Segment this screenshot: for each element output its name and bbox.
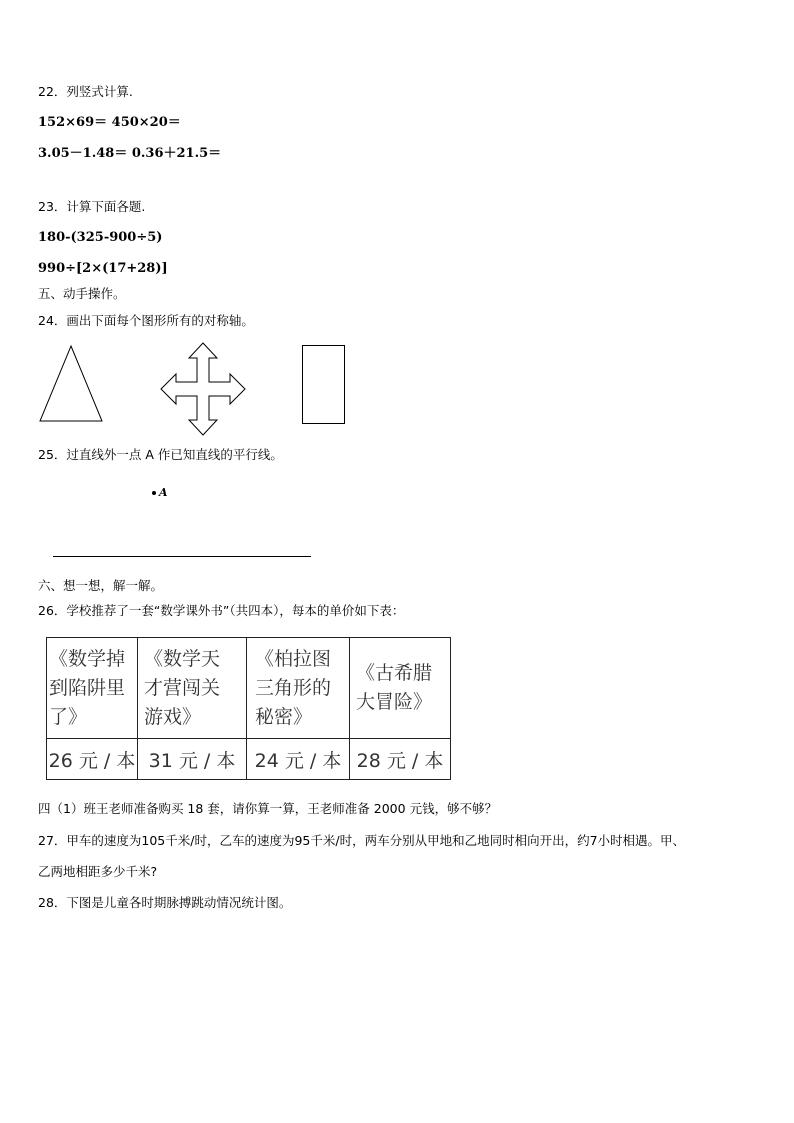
book-3-title-line-1: 《柏拉图 xyxy=(255,647,332,670)
book-1-title-line-3: 了》 xyxy=(49,705,88,728)
q23-expr2: 990÷[2×(17+28)] xyxy=(38,261,168,276)
section5-heading: 五、动手操作。 xyxy=(38,286,126,301)
q23-title: 23．计算下面各题. xyxy=(38,199,146,214)
book-2-title-line-1: 《数学天 xyxy=(144,647,221,670)
given-line xyxy=(53,556,311,557)
q22-row2: 3.05－1.48＝ 0.36＋21.5＝ xyxy=(38,146,222,161)
book-price-row xyxy=(47,739,451,780)
book-1-price: 26 元 / 本 xyxy=(47,739,138,780)
q25-title: 25．过直线外一点 A 作已知直线的平行线。 xyxy=(38,447,283,462)
section6-heading: 六、想一想，解一解。 xyxy=(38,578,164,593)
book-2-title-line-3: 游戏》 xyxy=(144,705,202,728)
q24-title: 24．画出下面每个图形所有的对称轴。 xyxy=(38,313,254,328)
book-1-title-line-2: 到陷阱里 xyxy=(49,676,126,699)
point-a-dot xyxy=(152,491,156,495)
book-title-cell xyxy=(247,638,350,739)
q26-title: 26．学校推荐了一套“数学课外书”（共四本），每本的单价如下表： xyxy=(38,603,405,618)
triangle-icon xyxy=(38,344,104,424)
book-4-title-line-2: 大冒险》 xyxy=(356,691,433,713)
book-title-cell xyxy=(47,638,138,739)
book-3-price: 24 元 / 本 xyxy=(247,739,350,780)
book-title-row xyxy=(47,638,451,739)
book-4-price: 28 元 / 本 xyxy=(350,739,451,780)
book-price-table xyxy=(46,637,451,780)
book-2-title-line-2: 才营闯关 xyxy=(144,676,221,699)
q28-title: 28．下图是儿童各时期脉搏跳动情况统计图。 xyxy=(38,895,292,910)
book-2-price: 31 元 / 本 xyxy=(138,739,247,780)
q27-line1: 27．甲车的速度为105千米/时，乙车的速度为95千米/时，两车分别从甲地和乙地同时相向开出，约7小时相遇。甲、 xyxy=(38,833,686,848)
point-a xyxy=(152,486,168,499)
q27-line2: 乙两地相距多少千米? xyxy=(38,864,158,879)
book-title-cell xyxy=(138,638,247,739)
q22-title: 22．列竖式计算. xyxy=(38,84,133,99)
book-1-title-line-1: 《数学掉 xyxy=(49,647,126,670)
q23-expr1: 180-(325-900÷5) xyxy=(38,230,163,245)
four-arrow-cross-icon xyxy=(160,342,246,436)
book-3-title-line-3: 秘密》 xyxy=(255,705,313,728)
book-3-title-line-2: 三角形的 xyxy=(255,676,332,699)
rectangle-icon xyxy=(302,345,345,424)
q22-row1: 152×69＝ 450×20＝ xyxy=(38,115,181,130)
point-a-label: A xyxy=(159,486,168,499)
book-title-cell xyxy=(350,638,451,739)
book-4-title-line-1: 《古希腊 xyxy=(356,662,433,684)
q26-question: 四（1）班王老师准备购买 18 套，请你算一算，王老师准备 2000 元钱，够不够？ xyxy=(38,801,498,816)
